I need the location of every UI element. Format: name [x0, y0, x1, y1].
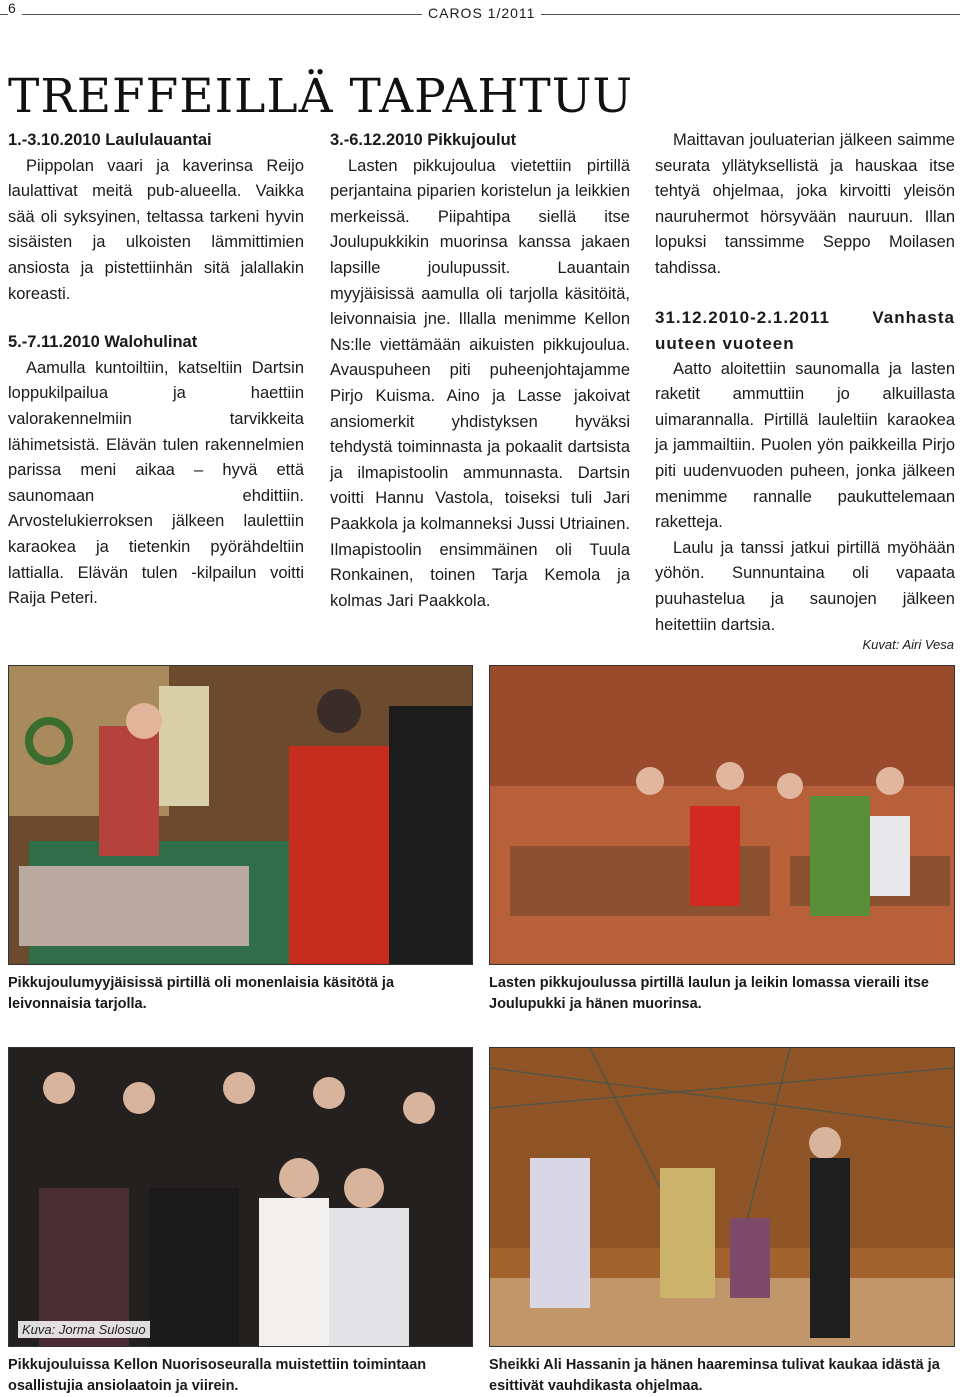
page-number: 6 [8, 0, 22, 16]
column-2 [330, 128, 630, 614]
caption-sheikh: Sheikki Ali Hassanin ja hänen haareminsa tulivat kaukaa idästä ja esittivät vauhdikasta ohjelmaa. [489, 1357, 940, 1394]
heading-walohulinat: 5.-7.11.2010 Walohulinat [8, 333, 198, 352]
paragraph-laulu: Laulu ja tanssi jatkui pirtillä myöhään yöhön. Sunnuntaina oli vapaata puuhastelua ja saunojen jälkeen heitettiin dartsia. [655, 538, 955, 634]
photo-children-party [489, 665, 955, 965]
heading-pikkujoulut: 3.-6.12.2010 Pikkujoulut [330, 131, 517, 149]
page-header [0, 0, 960, 30]
column-1 [8, 128, 304, 612]
caption-market: Pikkujoulumyyjäisissä pirtillä oli monenlaisia käsitötä ja leivonnaisia tarjolla. [8, 975, 395, 1012]
paragraph-walohulinat: Aamulla kuntoiltiin, katseltiin Dartsin loppukilpailua ja haettiin valorakennelmiin tarvikkeita lähimetsistä. Elävän tulen rakennelmien parissa meni aikaa – hyvä että saunomaan ehdittiin. Arvostelukierroksen jälkeen laulettiin karaokea ja tietenkin pyörähdeltiin lattialla. Elävän tulen -kilpailun voitti Raija Peteri. [8, 358, 304, 608]
paragraph-jouluateria: Maittavan jouluaterian jälkeen saimme seurata yllätyksellistä ja hauskaa itse tehtyä ohjelmaa, joka kirvoitti yleisön nauruhermot hörsyvään nauruun. Illan lopuksi tanssimme Seppo Moilasen tahdissa. [655, 131, 955, 277]
photo-market-table [8, 665, 473, 965]
column-3 [655, 128, 955, 638]
photo-sheikh-show [489, 1047, 955, 1347]
caption-children: Lasten pikkujoulussa pirtillä laulun ja leikin lomassa vieraili itse Joulupukki ja hänen muorinsa. [489, 975, 929, 1012]
paragraph-laululauantai: Piippolan vaari ja kaverinsa Reijo laulattivat meitä pub-alueella. Vaikka sää oli syksyinen, teltassa tarkeni hyvin sisäisten ja ulkoisten lämmittimien ansiosta ja pistettiinhän sitä jalallakin koreasti. [8, 156, 304, 303]
heading-uusivuosi: 31.12.2010-2.1.2011 Vanhasta uuteen vuoteen [655, 307, 955, 353]
caption-award: Pikkujouluissa Kellon Nuorisoseuralla muistettiin toimintaan osallistujia ansiolaatoin ja viirein. [8, 1357, 427, 1394]
magazine-issue: CAROS 1/2011 [422, 5, 541, 21]
article-title: TREFFEILLÄ TAPAHTUU [8, 69, 633, 125]
photo-award-group [8, 1047, 473, 1347]
paragraph-pikkujoulut: Lasten pikkujoulua vietettiin pirtillä perjantaina piparien koristelun ja leikkien merkeissä. Piipahtipa siellä itse Joulupukkikin muorinsa kanssa jakaen lapsille joulupussit. Lauantain myyjäisissä aamulla oli tarjolla käsitöitä, leivonnaisia jne. Illalla menimme Kellon Ns:lle viettämään aikuisten pikkujoulua. Avauspuheen piti puheenjohtajamme Pirjo Kuisma. Aino ja Lasse jakoivat ansiomerkit yhdistyksen hyväksi tehdystä toiminnasta ja pokaalit dartsista ja ilmapistoolin ammunnasta. Dartsin voitti Hannu Vastola, toiseksi tuli Jari Paakkola ja kolmanneksi Jussi Utriainen. Ilmapistoolin ensimmäinen oli Tuula Ronkainen, toinen Tarja Kemola ja kolmas Jari Paakkola. [330, 156, 630, 610]
photo-credit-jorma: Kuva: Jorma Sulosuo [18, 1321, 150, 1338]
photo-credit-airi: Kuvat: Airi Vesa [862, 637, 954, 652]
heading-laululauantai: 1.-3.10.2010 Laululauantai [8, 131, 212, 149]
paragraph-uusivuosi: Aatto aloitettiin saunomalla ja lasten raketit ammuttiin jo alkuillasta uimarannalla. Pirtillä lauleltiin karaokea ja jammailtiin. Puolen yön paikkeilla Pirjo piti uudenvuoden puheen, jonka jälkeen menimme rannalle paukuttelemaan raketteja. [655, 359, 955, 532]
